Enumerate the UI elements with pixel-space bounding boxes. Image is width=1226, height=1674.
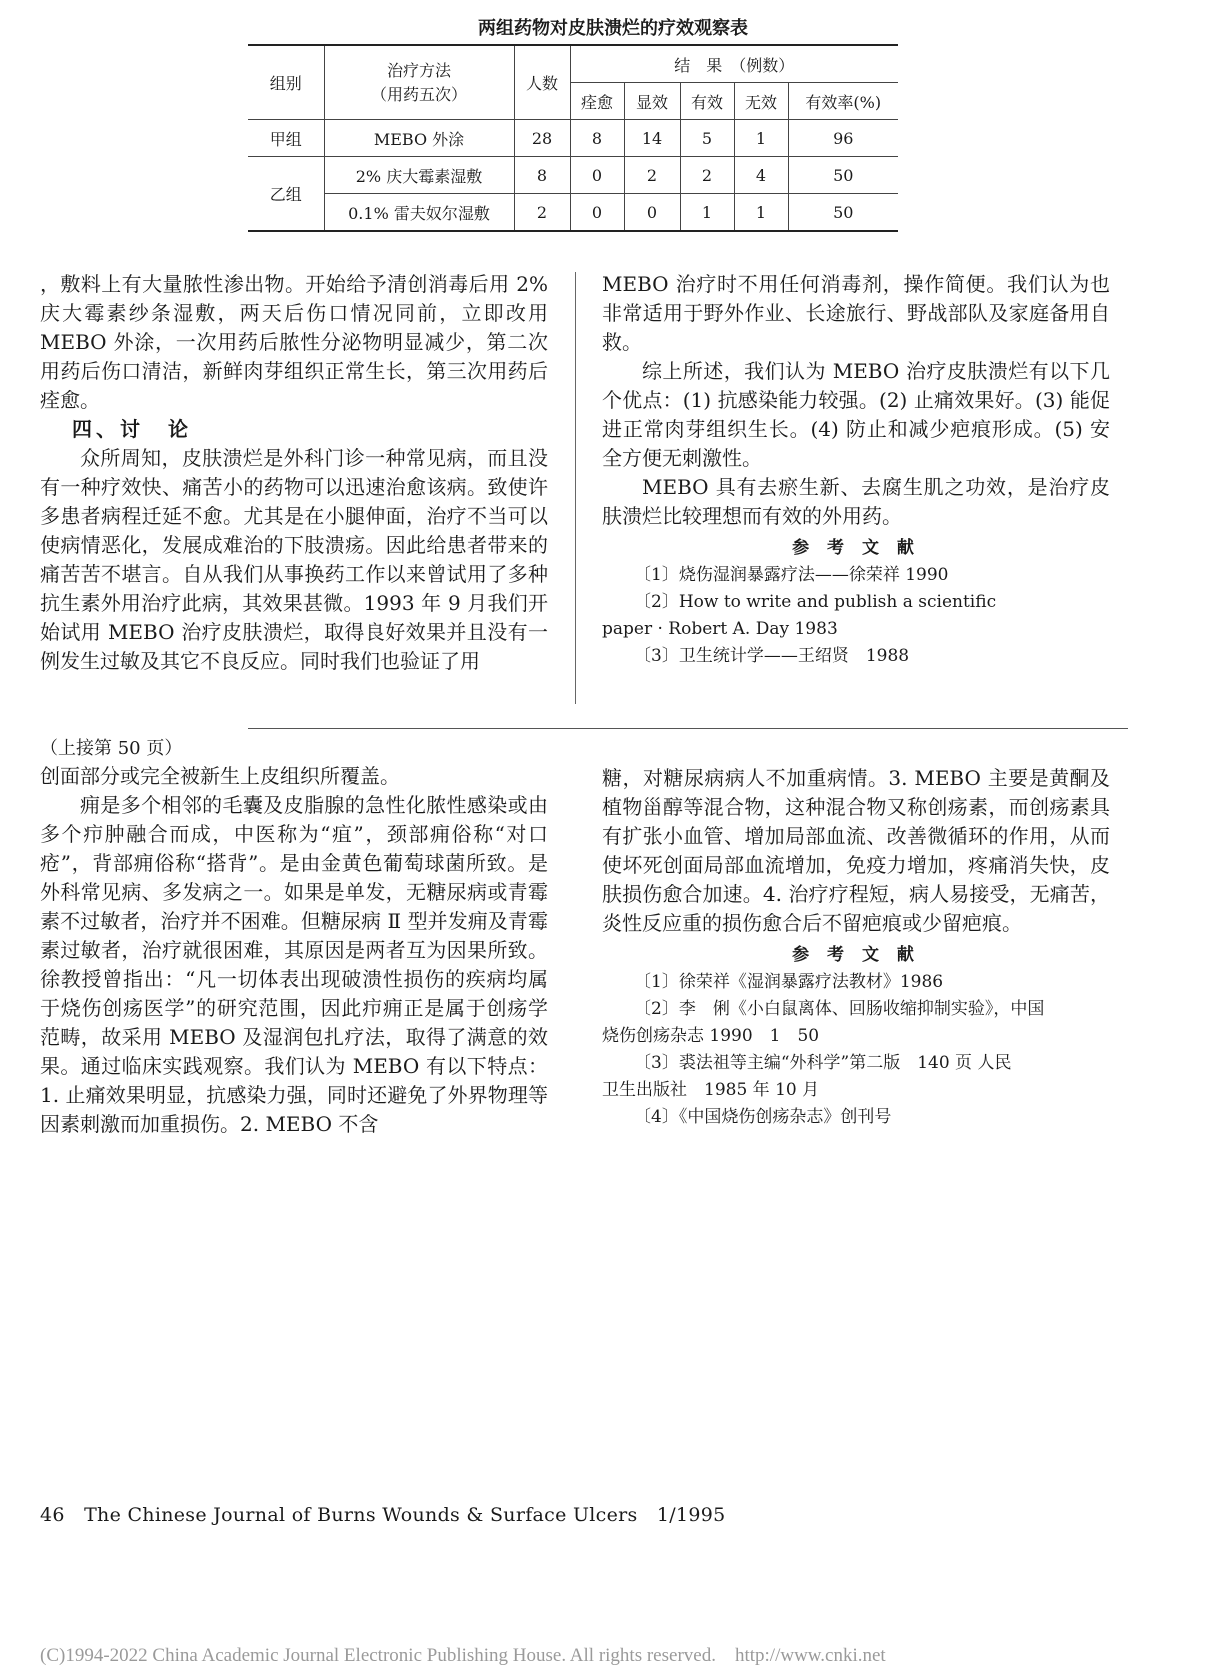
header-ineffective: 无效: [734, 83, 788, 120]
row-cured: 0: [570, 157, 624, 194]
header-marked: 显效: [624, 83, 680, 120]
section-divider: [248, 728, 1128, 729]
top-right-paragraph-1: MEBO 治疗时不用任何消毒剂，操作简便。我们认为也非常适用于野外作业、长途旅行、野战部队及家庭备用自救。: [602, 272, 1110, 354]
bottom-left-paragraph-1: 创面部分或完全被新生上皮组织所覆盖。: [40, 764, 400, 788]
bottom-left-paragraph-2: 痈是多个相邻的毛囊及皮脂腺的急性化脓性感染或由多个疖肿融合而成，中医称为“疽”，颈部痈俗称“对口疮”，背部痈俗称“搭背”。是由金黄色葡萄球菌所致。是外科常见病、多发病之一。如果是单发，无糖尿病或青霉素不过敏者，治疗并不困难。但糖尿病 Ⅱ 型并发痈及青霉素过敏者，治疗就很困难，其原因是两者互为因果所致。徐教授曾指出：“凡一切体表出现破溃性损伤的疾病均属于烧伤创疡医学”的研究范围，因此疖痈正是属于创疡学范畴，故采用 MEBO 及湿润包扎疗法，取得了满意的效果。通过临床实践观察。我们认为 MEBO 有以下特点：1. 止痛效果明显，抗感染力强，同时还避免了外界物理等因素刺激而加重损伤。2. MEBO 不含: [40, 793, 548, 1136]
copyright-notice: (C)1994-2022 China Academic Journal Electronic Publishing House. All rights reserved. http://www.cnki.net: [40, 1645, 886, 1666]
row-ineffective: 4: [734, 157, 788, 194]
table-row: [248, 157, 898, 194]
bottom-right-paragraph-1: 糖，对糖尿病病人不加重病情。3. MEBO 主要是黄酮及植物甾醇等混合物，这种混合物又称创疡素，而创疡素具有扩张小血管、增加局部血流、改善微循环的作用，从而使坏死创面局部血流增加，免疫力增加，疼痛消失快，皮肤损伤愈合加速。4. 治疗疗程短，病人易接受，无痛苦，炎性反应重的损伤愈合后不留疤痕或少留疤痕。: [602, 766, 1110, 935]
reference-item: paper · Robert A. Day 1983: [602, 619, 838, 639]
top-left-paragraph-2: 众所周知，皮肤溃烂是外科门诊一种常见病，而且没有一种疗效快、痛苦小的药物可以迅速治愈该病。致使许多患者病程迁延不愈。尤其是在小腿伸面，治疗不当可以使病情恶化，发展成难治的下肢溃疡。因此给患者带来的痛苦苦不堪言。自从我们从事换药工作以来曾试用了多种抗生素外用治疗此病，其效果甚微。1993 年 9 月我们开始试用 MEBO 治疗皮肤溃烂，取得良好效果并且没有一例发生过敏及其它不良反应。同时我们也验证了用: [40, 446, 548, 673]
row-cured: 0: [570, 194, 624, 232]
top-left-paragraph-1: ，敷料上有大量脓性渗出物。开始给予清创消毒后用 2% 庆大霉素纱条湿敷，两天后伤口情况同前，立即改用 MEBO 外涂，一次用药后脓性分泌物明显减少，第二次用药后伤口清洁，新鲜肉芽组织正常生长，第三次用药后痊愈。: [40, 272, 548, 412]
references-title: 参 考 文 献: [792, 945, 920, 965]
table-header-row: [248, 45, 898, 83]
header-method: [324, 45, 514, 120]
column-divider-top: [575, 272, 576, 704]
header-count: 人数: [514, 45, 570, 120]
header-method-main: 治疗方法: [386, 60, 451, 80]
row-rate: 96: [788, 120, 898, 157]
row-group: 甲组: [248, 120, 324, 157]
reference-item: 〔1〕烧伤湿润暴露疗法——徐荣祥 1990: [634, 565, 949, 585]
references-title: 参 考 文 献: [792, 538, 920, 558]
bottom-right-column: [602, 764, 1110, 1131]
row-method: 2% 庆大霉素湿敷: [324, 157, 514, 194]
row-marked: 2: [624, 157, 680, 194]
row-count: 8: [514, 157, 570, 194]
table-row: [248, 194, 898, 232]
results-table: [248, 44, 898, 232]
page-footer: 46 The Chinese Journal of Burns Wounds & Surface Ulcers 1/1995: [40, 1504, 726, 1526]
top-left-column: [40, 270, 548, 676]
header-method-sub: （用药五次）: [370, 84, 467, 104]
row-marked: 0: [624, 194, 680, 232]
table-row: [248, 120, 898, 157]
header-rate: 有效率(%): [788, 83, 898, 120]
row-ineffective: 1: [734, 120, 788, 157]
header-results: 结 果 （例数）: [570, 45, 898, 83]
header-cured: 痊愈: [570, 83, 624, 120]
row-effective: 1: [680, 194, 734, 232]
row-group: 乙组: [248, 157, 324, 232]
reference-item: 〔2〕How to write and publish a scientific: [634, 592, 997, 612]
row-count: 2: [514, 194, 570, 232]
row-rate: 50: [788, 194, 898, 232]
row-effective: 2: [680, 157, 734, 194]
table-title: 两组药物对皮肤溃烂的疗效观察表: [478, 18, 748, 39]
row-rate: 50: [788, 157, 898, 194]
row-effective: 5: [680, 120, 734, 157]
row-ineffective: 1: [734, 194, 788, 232]
reference-item: 〔4〕《中国烧伤创疡杂志》创刊号: [634, 1107, 892, 1127]
top-right-paragraph-2: 综上所述，我们认为 MEBO 治疗皮肤溃烂有以下几个优点：(1) 抗感染能力较强。(2) 止痛效果好。(3) 能促进正常肉芽组织生长。(4) 防止和减少疤痕形成。(5) 安全方便无刺激性。: [602, 359, 1110, 470]
section-heading-discussion: 四、讨 论: [72, 417, 192, 441]
continued-from-label: （上接第 50 页）: [40, 738, 183, 759]
reference-item: 烧伤创疡杂志 1990 1 50: [602, 1026, 820, 1046]
top-right-column: [602, 270, 1110, 670]
reference-item: 〔2〕李 俐《小白鼠离体、回肠收缩抑制实验》，中国: [634, 999, 1045, 1019]
bottom-left-column: [40, 736, 548, 1139]
top-right-paragraph-3: MEBO 具有去瘀生新、去腐生肌之功效，是治疗皮肤溃烂比较理想而有效的外用药。: [602, 475, 1110, 528]
reference-item: 〔1〕徐荣祥《湿润暴露疗法教材》1986: [634, 972, 944, 992]
reference-item: 〔3〕裘法祖等主编“外科学”第二版 140 页 人民: [634, 1053, 1012, 1073]
header-effective: 有效: [680, 83, 734, 120]
row-count: 28: [514, 120, 570, 157]
row-marked: 14: [624, 120, 680, 157]
reference-item: 〔3〕卫生统计学——王绍贤 1988: [634, 646, 910, 666]
row-method: 0.1% 雷夫奴尔湿敷: [324, 194, 514, 232]
header-group: 组别: [248, 45, 324, 120]
reference-item: 卫生出版社 1985 年 10 月: [602, 1080, 820, 1100]
row-cured: 8: [570, 120, 624, 157]
row-method: MEBO 外涂: [324, 120, 514, 157]
